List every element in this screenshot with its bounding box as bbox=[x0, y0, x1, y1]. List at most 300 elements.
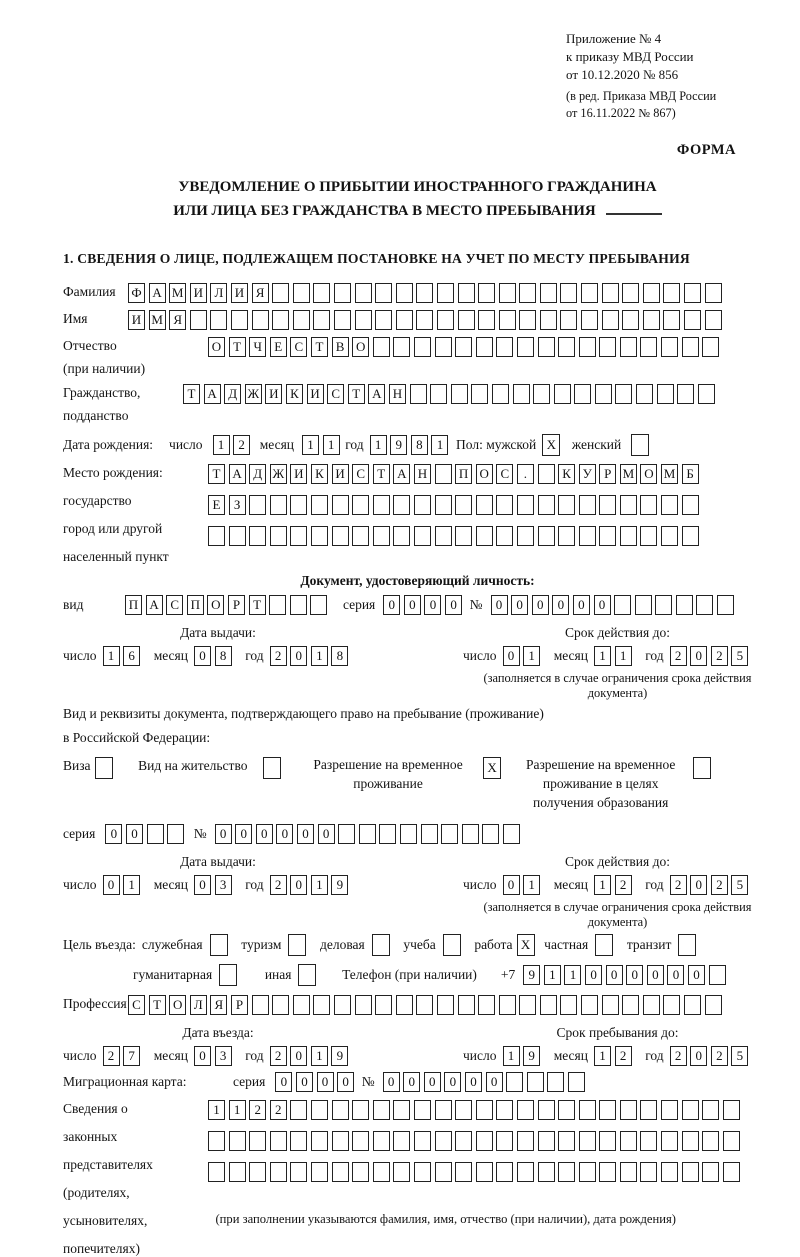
char-cell[interactable] bbox=[519, 283, 536, 303]
char-cell[interactable] bbox=[723, 1131, 740, 1151]
char-cell[interactable]: М bbox=[661, 464, 678, 484]
char-cell[interactable] bbox=[620, 1100, 637, 1120]
char-cell[interactable]: П bbox=[125, 595, 142, 615]
char-cell[interactable] bbox=[355, 283, 372, 303]
char-cell[interactable] bbox=[631, 434, 649, 456]
char-cell[interactable] bbox=[414, 1162, 431, 1182]
char-cell[interactable]: 2 bbox=[615, 875, 632, 895]
char-cell[interactable]: 0 bbox=[486, 1072, 503, 1092]
char-cell[interactable] bbox=[272, 283, 289, 303]
char-cell[interactable] bbox=[538, 1131, 555, 1151]
char-cell[interactable] bbox=[311, 1100, 328, 1120]
char-cell[interactable] bbox=[579, 1162, 596, 1182]
char-cell[interactable] bbox=[355, 995, 372, 1015]
char-cell[interactable] bbox=[640, 1100, 657, 1120]
char-cell[interactable]: Е bbox=[270, 337, 287, 357]
char-cell[interactable] bbox=[661, 495, 678, 515]
char-cell[interactable] bbox=[540, 283, 557, 303]
char-cell[interactable]: 0 bbox=[290, 1046, 307, 1066]
char-cell[interactable] bbox=[455, 495, 472, 515]
char-cell[interactable] bbox=[455, 1162, 472, 1182]
char-cell[interactable]: 0 bbox=[503, 646, 520, 666]
char-cell[interactable]: 8 bbox=[215, 646, 232, 666]
char-cell[interactable] bbox=[702, 1131, 719, 1151]
char-cell[interactable] bbox=[270, 1162, 287, 1182]
char-cell[interactable] bbox=[269, 595, 286, 615]
char-cell[interactable]: Д bbox=[224, 384, 241, 404]
char-cell[interactable] bbox=[579, 1131, 596, 1151]
char-cell[interactable] bbox=[437, 310, 454, 330]
char-cell[interactable]: 1 bbox=[311, 646, 328, 666]
char-cell[interactable] bbox=[437, 283, 454, 303]
char-cell[interactable] bbox=[620, 1131, 637, 1151]
char-cell[interactable] bbox=[640, 337, 657, 357]
char-cell[interactable] bbox=[678, 934, 696, 956]
char-cell[interactable] bbox=[496, 495, 513, 515]
char-cell[interactable]: 1 bbox=[311, 875, 328, 895]
char-cell[interactable] bbox=[560, 995, 577, 1015]
char-cell[interactable]: 0 bbox=[403, 1072, 420, 1092]
char-cell[interactable]: 7 bbox=[123, 1046, 140, 1066]
char-cell[interactable] bbox=[560, 310, 577, 330]
char-cell[interactable] bbox=[458, 995, 475, 1015]
char-cell[interactable]: 0 bbox=[194, 875, 211, 895]
char-cell[interactable] bbox=[496, 526, 513, 546]
char-cell[interactable] bbox=[538, 495, 555, 515]
char-cell[interactable]: С bbox=[352, 464, 369, 484]
char-cell[interactable] bbox=[416, 995, 433, 1015]
char-cell[interactable] bbox=[372, 934, 390, 956]
char-cell[interactable]: И bbox=[307, 384, 324, 404]
char-cell[interactable] bbox=[636, 384, 653, 404]
char-cell[interactable]: Р bbox=[231, 995, 248, 1015]
char-cell[interactable] bbox=[643, 283, 660, 303]
char-cell[interactable]: М bbox=[169, 283, 186, 303]
char-cell[interactable] bbox=[416, 310, 433, 330]
char-cell[interactable]: Н bbox=[414, 464, 431, 484]
char-cell[interactable]: 0 bbox=[337, 1072, 354, 1092]
char-cell[interactable]: 0 bbox=[626, 965, 643, 985]
char-cell[interactable]: 0 bbox=[235, 824, 252, 844]
char-cell[interactable] bbox=[581, 995, 598, 1015]
char-cell[interactable]: 0 bbox=[690, 646, 707, 666]
char-cell[interactable] bbox=[393, 1100, 410, 1120]
char-cell[interactable]: 0 bbox=[424, 595, 441, 615]
char-cell[interactable]: Ж bbox=[270, 464, 287, 484]
char-cell[interactable]: А bbox=[229, 464, 246, 484]
char-cell[interactable]: 8 bbox=[331, 646, 348, 666]
char-cell[interactable] bbox=[435, 1100, 452, 1120]
char-cell[interactable] bbox=[270, 495, 287, 515]
char-cell[interactable]: 1 bbox=[594, 1046, 611, 1066]
char-cell[interactable]: Е bbox=[208, 495, 225, 515]
char-cell[interactable] bbox=[458, 310, 475, 330]
char-cell[interactable] bbox=[393, 526, 410, 546]
char-cell[interactable] bbox=[661, 1100, 678, 1120]
char-cell[interactable]: 0 bbox=[491, 595, 508, 615]
char-cell[interactable]: 2 bbox=[270, 1046, 287, 1066]
char-cell[interactable] bbox=[352, 1131, 369, 1151]
char-cell[interactable] bbox=[375, 995, 392, 1015]
char-cell[interactable]: 2 bbox=[711, 875, 728, 895]
char-cell[interactable] bbox=[492, 384, 509, 404]
char-cell[interactable] bbox=[496, 1131, 513, 1151]
char-cell[interactable] bbox=[249, 495, 266, 515]
char-cell[interactable]: 2 bbox=[670, 875, 687, 895]
char-cell[interactable] bbox=[696, 595, 713, 615]
char-cell[interactable] bbox=[723, 1162, 740, 1182]
char-cell[interactable] bbox=[622, 310, 639, 330]
char-cell[interactable]: Л bbox=[190, 995, 207, 1015]
char-cell[interactable] bbox=[293, 995, 310, 1015]
char-cell[interactable]: Т bbox=[348, 384, 365, 404]
char-cell[interactable]: 1 bbox=[594, 875, 611, 895]
char-cell[interactable]: О bbox=[640, 464, 657, 484]
char-cell[interactable] bbox=[373, 526, 390, 546]
char-cell[interactable]: Б bbox=[682, 464, 699, 484]
char-cell[interactable] bbox=[455, 1131, 472, 1151]
char-cell[interactable] bbox=[441, 824, 458, 844]
char-cell[interactable] bbox=[476, 1131, 493, 1151]
char-cell[interactable] bbox=[95, 757, 113, 779]
char-cell[interactable]: И bbox=[128, 310, 145, 330]
char-cell[interactable]: 0 bbox=[383, 1072, 400, 1092]
char-cell[interactable]: 0 bbox=[503, 875, 520, 895]
char-cell[interactable] bbox=[677, 384, 694, 404]
char-cell[interactable] bbox=[581, 310, 598, 330]
char-cell[interactable] bbox=[517, 1100, 534, 1120]
char-cell[interactable] bbox=[313, 995, 330, 1015]
char-cell[interactable]: 9 bbox=[331, 875, 348, 895]
char-cell[interactable]: 0 bbox=[404, 595, 421, 615]
char-cell[interactable] bbox=[231, 310, 248, 330]
char-cell[interactable]: С bbox=[166, 595, 183, 615]
char-cell[interactable]: И bbox=[332, 464, 349, 484]
char-cell[interactable] bbox=[334, 310, 351, 330]
char-cell[interactable] bbox=[313, 283, 330, 303]
char-cell[interactable] bbox=[663, 283, 680, 303]
char-cell[interactable] bbox=[393, 1162, 410, 1182]
char-cell[interactable] bbox=[375, 283, 392, 303]
char-cell[interactable] bbox=[471, 384, 488, 404]
char-cell[interactable]: М bbox=[149, 310, 166, 330]
char-cell[interactable]: З bbox=[229, 495, 246, 515]
char-cell[interactable] bbox=[313, 310, 330, 330]
char-cell[interactable] bbox=[599, 495, 616, 515]
char-cell[interactable]: 1 bbox=[323, 435, 340, 455]
char-cell[interactable] bbox=[614, 595, 631, 615]
char-cell[interactable] bbox=[684, 283, 701, 303]
char-cell[interactable] bbox=[458, 283, 475, 303]
char-cell[interactable]: А bbox=[393, 464, 410, 484]
char-cell[interactable] bbox=[311, 495, 328, 515]
char-cell[interactable]: Я bbox=[210, 995, 227, 1015]
char-cell[interactable] bbox=[661, 337, 678, 357]
char-cell[interactable]: А bbox=[149, 283, 166, 303]
char-cell[interactable] bbox=[414, 337, 431, 357]
char-cell[interactable] bbox=[482, 824, 499, 844]
char-cell[interactable] bbox=[558, 1131, 575, 1151]
char-cell[interactable]: И bbox=[265, 384, 282, 404]
char-cell[interactable]: И bbox=[231, 283, 248, 303]
char-cell[interactable]: 2 bbox=[711, 646, 728, 666]
char-cell[interactable]: 0 bbox=[275, 1072, 292, 1092]
char-cell[interactable]: 2 bbox=[270, 1100, 287, 1120]
char-cell[interactable] bbox=[682, 337, 699, 357]
char-cell[interactable] bbox=[602, 310, 619, 330]
char-cell[interactable] bbox=[527, 1072, 544, 1092]
char-cell[interactable] bbox=[272, 310, 289, 330]
char-cell[interactable]: 1 bbox=[615, 646, 632, 666]
char-cell[interactable] bbox=[167, 824, 184, 844]
char-cell[interactable] bbox=[393, 337, 410, 357]
char-cell[interactable] bbox=[352, 1162, 369, 1182]
char-cell[interactable]: Т bbox=[229, 337, 246, 357]
char-cell[interactable]: С bbox=[290, 337, 307, 357]
char-cell[interactable] bbox=[290, 495, 307, 515]
char-cell[interactable]: Т bbox=[183, 384, 200, 404]
char-cell[interactable]: Р bbox=[599, 464, 616, 484]
char-cell[interactable] bbox=[657, 384, 674, 404]
char-cell[interactable] bbox=[293, 283, 310, 303]
char-cell[interactable] bbox=[414, 526, 431, 546]
char-cell[interactable] bbox=[352, 1100, 369, 1120]
char-cell[interactable] bbox=[208, 1162, 225, 1182]
char-cell[interactable]: 1 bbox=[594, 646, 611, 666]
char-cell[interactable] bbox=[560, 283, 577, 303]
char-cell[interactable] bbox=[661, 526, 678, 546]
char-cell[interactable]: И bbox=[290, 464, 307, 484]
char-cell[interactable]: 2 bbox=[670, 646, 687, 666]
char-cell[interactable] bbox=[249, 1131, 266, 1151]
char-cell[interactable] bbox=[332, 1100, 349, 1120]
char-cell[interactable]: 0 bbox=[105, 824, 122, 844]
char-cell[interactable] bbox=[416, 283, 433, 303]
char-cell[interactable] bbox=[705, 283, 722, 303]
char-cell[interactable] bbox=[682, 495, 699, 515]
char-cell[interactable] bbox=[263, 757, 281, 779]
char-cell[interactable]: 1 bbox=[208, 1100, 225, 1120]
char-cell[interactable] bbox=[476, 1162, 493, 1182]
char-cell[interactable] bbox=[519, 310, 536, 330]
char-cell[interactable]: 5 bbox=[731, 1046, 748, 1066]
char-cell[interactable] bbox=[682, 1100, 699, 1120]
char-cell[interactable] bbox=[558, 337, 575, 357]
char-cell[interactable] bbox=[684, 310, 701, 330]
char-cell[interactable] bbox=[676, 595, 693, 615]
char-cell[interactable] bbox=[499, 283, 516, 303]
char-cell[interactable] bbox=[538, 1100, 555, 1120]
char-cell[interactable] bbox=[496, 1100, 513, 1120]
char-cell[interactable]: 2 bbox=[249, 1100, 266, 1120]
char-cell[interactable]: 0 bbox=[296, 1072, 313, 1092]
char-cell[interactable] bbox=[396, 995, 413, 1015]
char-cell[interactable] bbox=[476, 1100, 493, 1120]
char-cell[interactable]: С bbox=[327, 384, 344, 404]
char-cell[interactable]: 2 bbox=[103, 1046, 120, 1066]
char-cell[interactable] bbox=[599, 337, 616, 357]
char-cell[interactable] bbox=[414, 1131, 431, 1151]
char-cell[interactable]: О bbox=[207, 595, 224, 615]
char-cell[interactable]: 0 bbox=[552, 595, 569, 615]
char-cell[interactable]: 0 bbox=[290, 875, 307, 895]
char-cell[interactable] bbox=[229, 1162, 246, 1182]
char-cell[interactable] bbox=[640, 495, 657, 515]
char-cell[interactable]: 9 bbox=[523, 965, 540, 985]
char-cell[interactable]: А bbox=[368, 384, 385, 404]
char-cell[interactable] bbox=[538, 1162, 555, 1182]
char-cell[interactable]: 0 bbox=[317, 1072, 334, 1092]
char-cell[interactable] bbox=[435, 1131, 452, 1151]
char-cell[interactable] bbox=[396, 310, 413, 330]
char-cell[interactable] bbox=[396, 283, 413, 303]
char-cell[interactable]: В bbox=[332, 337, 349, 357]
char-cell[interactable] bbox=[455, 526, 472, 546]
char-cell[interactable] bbox=[702, 337, 719, 357]
char-cell[interactable]: 1 bbox=[229, 1100, 246, 1120]
char-cell[interactable] bbox=[290, 1100, 307, 1120]
char-cell[interactable]: И bbox=[190, 283, 207, 303]
char-cell[interactable]: Т bbox=[249, 595, 266, 615]
char-cell[interactable]: 2 bbox=[711, 1046, 728, 1066]
char-cell[interactable] bbox=[599, 526, 616, 546]
char-cell[interactable] bbox=[622, 283, 639, 303]
char-cell[interactable] bbox=[517, 526, 534, 546]
char-cell[interactable]: 0 bbox=[667, 965, 684, 985]
char-cell[interactable] bbox=[709, 965, 726, 985]
char-cell[interactable] bbox=[290, 1131, 307, 1151]
char-cell[interactable]: М bbox=[620, 464, 637, 484]
char-cell[interactable] bbox=[373, 1162, 390, 1182]
char-cell[interactable]: П bbox=[187, 595, 204, 615]
char-cell[interactable]: Н bbox=[389, 384, 406, 404]
char-cell[interactable] bbox=[190, 310, 207, 330]
char-cell[interactable]: X bbox=[483, 757, 501, 779]
char-cell[interactable] bbox=[558, 526, 575, 546]
char-cell[interactable]: 0 bbox=[194, 646, 211, 666]
char-cell[interactable] bbox=[293, 310, 310, 330]
char-cell[interactable]: 0 bbox=[215, 824, 232, 844]
char-cell[interactable]: 0 bbox=[290, 646, 307, 666]
char-cell[interactable] bbox=[332, 1131, 349, 1151]
char-cell[interactable] bbox=[208, 1131, 225, 1151]
char-cell[interactable] bbox=[620, 1162, 637, 1182]
char-cell[interactable] bbox=[622, 995, 639, 1015]
char-cell[interactable]: 1 bbox=[370, 435, 387, 455]
char-cell[interactable] bbox=[540, 995, 557, 1015]
char-cell[interactable]: У bbox=[579, 464, 596, 484]
char-cell[interactable] bbox=[682, 1162, 699, 1182]
char-cell[interactable] bbox=[579, 337, 596, 357]
char-cell[interactable] bbox=[430, 384, 447, 404]
char-cell[interactable]: А bbox=[146, 595, 163, 615]
char-cell[interactable] bbox=[702, 1100, 719, 1120]
char-cell[interactable] bbox=[270, 526, 287, 546]
char-cell[interactable] bbox=[602, 995, 619, 1015]
char-cell[interactable] bbox=[332, 1162, 349, 1182]
char-cell[interactable] bbox=[517, 337, 534, 357]
char-cell[interactable] bbox=[655, 595, 672, 615]
char-cell[interactable]: О bbox=[208, 337, 225, 357]
char-cell[interactable] bbox=[451, 384, 468, 404]
char-cell[interactable] bbox=[684, 995, 701, 1015]
char-cell[interactable]: 2 bbox=[270, 875, 287, 895]
char-cell[interactable] bbox=[602, 283, 619, 303]
char-cell[interactable] bbox=[437, 995, 454, 1015]
char-cell[interactable]: 0 bbox=[688, 965, 705, 985]
char-cell[interactable]: Я bbox=[252, 283, 269, 303]
char-cell[interactable]: 0 bbox=[511, 595, 528, 615]
char-cell[interactable] bbox=[338, 824, 355, 844]
char-cell[interactable] bbox=[519, 995, 536, 1015]
char-cell[interactable]: 2 bbox=[615, 1046, 632, 1066]
char-cell[interactable] bbox=[581, 283, 598, 303]
char-cell[interactable] bbox=[290, 526, 307, 546]
char-cell[interactable]: Т bbox=[149, 995, 166, 1015]
char-cell[interactable] bbox=[599, 1131, 616, 1151]
char-cell[interactable]: 0 bbox=[444, 1072, 461, 1092]
char-cell[interactable]: 0 bbox=[585, 965, 602, 985]
char-cell[interactable] bbox=[210, 934, 228, 956]
char-cell[interactable]: 9 bbox=[523, 1046, 540, 1066]
char-cell[interactable] bbox=[595, 934, 613, 956]
char-cell[interactable]: 3 bbox=[215, 1046, 232, 1066]
char-cell[interactable] bbox=[249, 1162, 266, 1182]
char-cell[interactable] bbox=[476, 495, 493, 515]
char-cell[interactable]: 1 bbox=[523, 875, 540, 895]
char-cell[interactable] bbox=[640, 1131, 657, 1151]
char-cell[interactable] bbox=[538, 464, 555, 484]
char-cell[interactable]: 5 bbox=[731, 646, 748, 666]
char-cell[interactable] bbox=[723, 1100, 740, 1120]
char-cell[interactable]: Л bbox=[210, 283, 227, 303]
char-cell[interactable]: О bbox=[169, 995, 186, 1015]
char-cell[interactable] bbox=[506, 1072, 523, 1092]
char-cell[interactable] bbox=[435, 526, 452, 546]
char-cell[interactable] bbox=[620, 337, 637, 357]
char-cell[interactable]: 1 bbox=[103, 646, 120, 666]
char-cell[interactable] bbox=[682, 1131, 699, 1151]
char-cell[interactable]: 0 bbox=[445, 595, 462, 615]
char-cell[interactable]: 1 bbox=[564, 965, 581, 985]
char-cell[interactable] bbox=[298, 964, 316, 986]
char-cell[interactable] bbox=[352, 495, 369, 515]
char-cell[interactable] bbox=[478, 995, 495, 1015]
char-cell[interactable]: К bbox=[558, 464, 575, 484]
char-cell[interactable]: X bbox=[542, 434, 560, 456]
char-cell[interactable] bbox=[682, 526, 699, 546]
char-cell[interactable] bbox=[393, 495, 410, 515]
char-cell[interactable] bbox=[558, 1162, 575, 1182]
char-cell[interactable] bbox=[455, 337, 472, 357]
char-cell[interactable]: О bbox=[352, 337, 369, 357]
char-cell[interactable] bbox=[249, 526, 266, 546]
char-cell[interactable]: 2 bbox=[233, 435, 250, 455]
char-cell[interactable] bbox=[455, 1100, 472, 1120]
char-cell[interactable]: Ф bbox=[128, 283, 145, 303]
char-cell[interactable]: Т bbox=[373, 464, 390, 484]
char-cell[interactable]: 0 bbox=[532, 595, 549, 615]
char-cell[interactable] bbox=[435, 495, 452, 515]
char-cell[interactable] bbox=[540, 310, 557, 330]
char-cell[interactable] bbox=[414, 495, 431, 515]
char-cell[interactable]: А bbox=[204, 384, 221, 404]
char-cell[interactable] bbox=[208, 526, 225, 546]
char-cell[interactable] bbox=[643, 310, 660, 330]
char-cell[interactable]: П bbox=[455, 464, 472, 484]
char-cell[interactable] bbox=[252, 995, 269, 1015]
char-cell[interactable] bbox=[373, 495, 390, 515]
